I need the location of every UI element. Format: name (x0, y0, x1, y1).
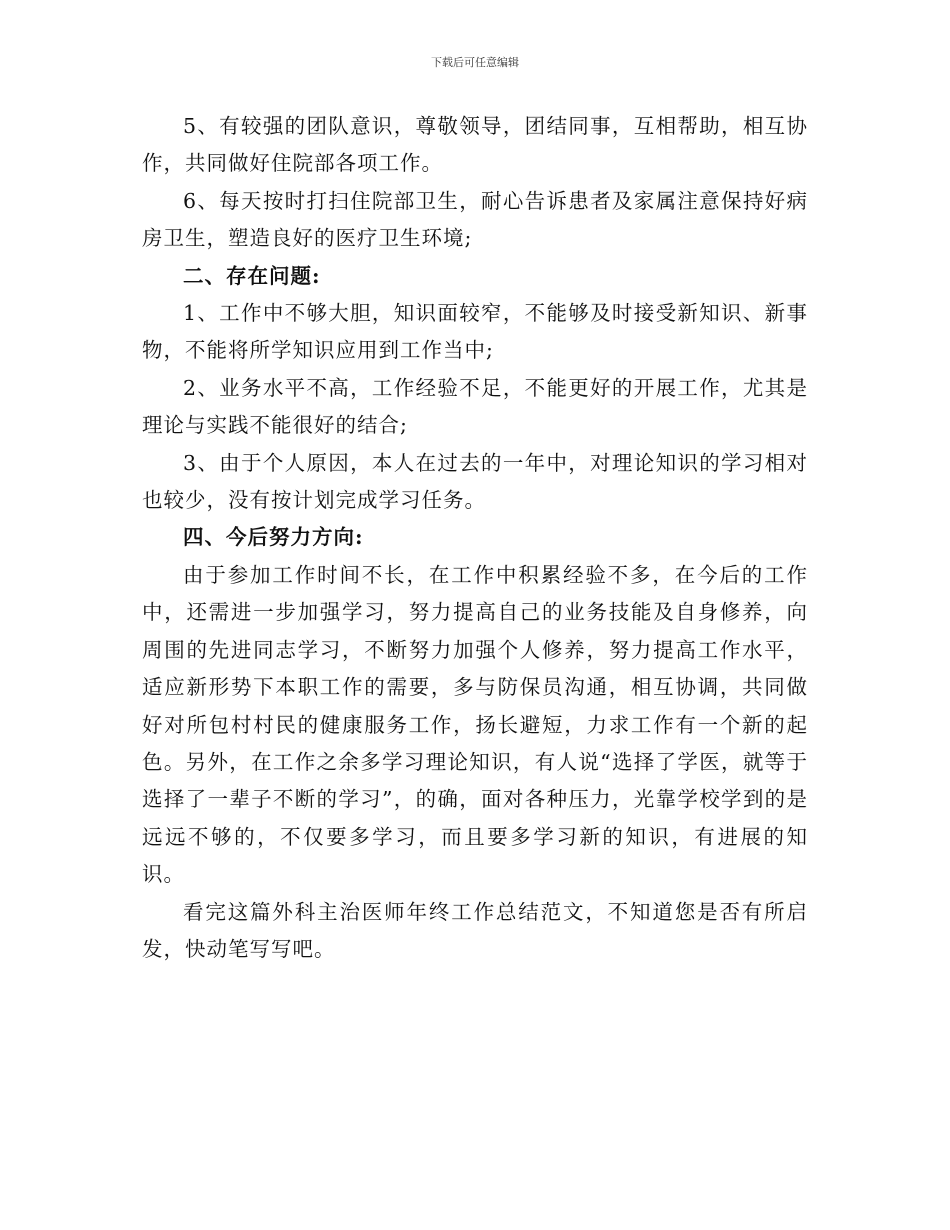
paragraph-item-6: 6、每天按时打扫住院部卫生，耐心告诉患者及家属注意保持好病房卫生，塑造良好的医疗卫生环境; (142, 188, 808, 251)
page-header: 下载后可任意编辑 (431, 56, 519, 69)
document-body (142, 108, 808, 968)
section-heading-future: 四、今后努力方向: (183, 525, 364, 550)
paragraph-closing: 看完这篇外科主治医师年终工作总结范文，不知道您是否有所启发，快动笔写写吧。 (142, 899, 808, 961)
section-heading-problems: 二、存在问题: (183, 263, 321, 288)
paragraph-problem-3: 3、由于个人原因，本人在过去的一年中，对理论知识的学习相对也较少，没有按计划完成学习任务。 (142, 450, 808, 513)
paragraph-future-direction: 由于参加工作时间不长，在工作中积累经验不多，在今后的工作中，还需进一步加强学习，努力提高自己的业务技能及自身修养，向周围的先进同志学习，不断努力加强个人修养，努力提高工作水平，适应新形势下本职工作的需要，多与防保员沟通，相互协调，共同做好对所包村村民的健康服务工作，扬长避短，力求工作有一个新的起色。另外，在工作之余多学习理论知识，有人说“选择了学医，就等于选择了一辈子不断的学习”，的确，面对各种压力，光靠学校学到的是远远不够的，不仅要多学习，而且要多学习新的知识，有进展的知识。 (142, 562, 808, 887)
paragraph-item-5: 5、有较强的团队意识，尊敬领导，团结同事，互相帮助，相互协作，共同做好住院部各项工作。 (142, 114, 808, 176)
paragraph-problem-1: 1、工作中不够大胆，知识面较窄，不能够及时接受新知识、新事物，不能将所学知识应用到工作当中; (142, 301, 808, 363)
paragraph-problem-2: 2、业务水平不高，工作经验不足，不能更好的开展工作，尤其是理论与实践不能很好的结合; (142, 375, 808, 438)
